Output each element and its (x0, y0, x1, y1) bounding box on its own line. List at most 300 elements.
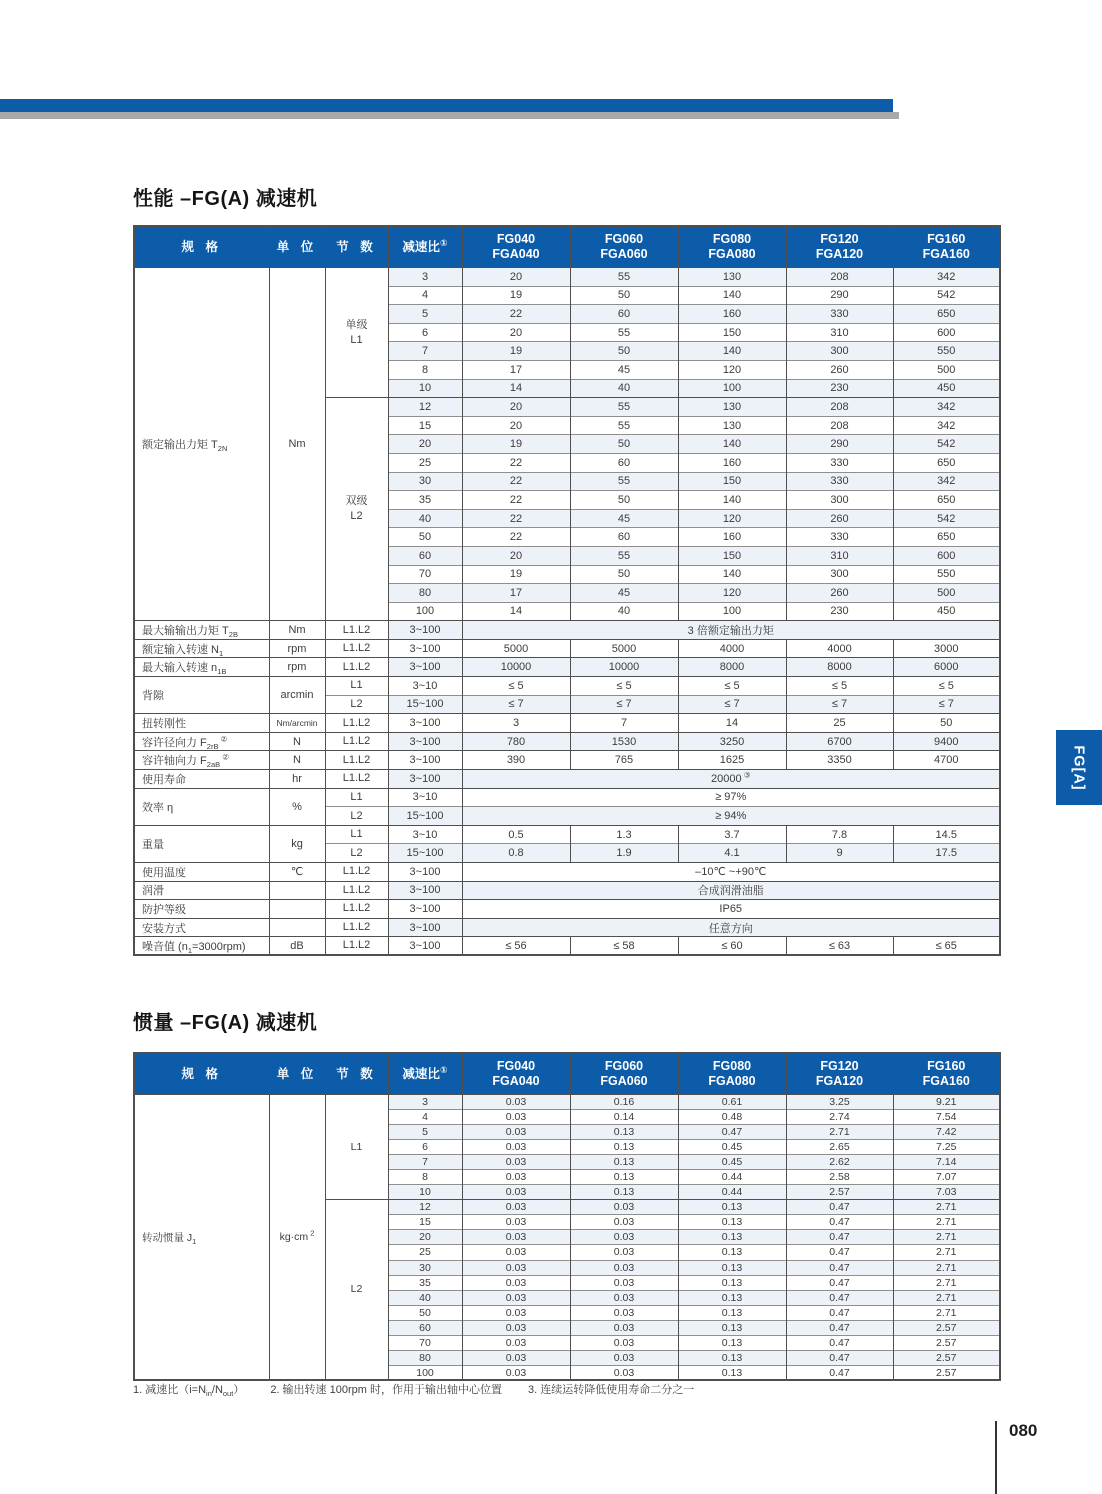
value-cell: 0.03 (462, 1260, 570, 1275)
stage-line: 单级 (345, 318, 368, 331)
value-cell: 7.54 (893, 1110, 1000, 1125)
performance-table-body (134, 268, 1000, 956)
ratio-cell: 60 (388, 546, 462, 565)
value-cell: 330 (786, 528, 893, 547)
ratio-cell: 80 (388, 584, 462, 603)
stage-cell: L1 (325, 825, 388, 844)
spec-row (134, 621, 1000, 640)
value-cell: 160 (678, 453, 786, 472)
value-cell: 45 (570, 509, 678, 528)
value-cell: 300 (786, 491, 893, 510)
spec-row (134, 732, 1000, 751)
unit-cell: arcmin (269, 677, 325, 714)
model-header-FG160 (893, 226, 1000, 268)
value-cell: 260 (786, 584, 893, 603)
spec-row (134, 918, 1000, 937)
stage-cell-l1 (325, 1095, 388, 1200)
spec-row (134, 788, 1000, 807)
value-cell: 542 (893, 509, 1000, 528)
value-cell: 0.03 (462, 1200, 570, 1215)
value-cell: 0.13 (678, 1320, 786, 1335)
stage-cell-l2 (325, 398, 388, 621)
footnotes (133, 1381, 720, 1397)
value-cell: 0.16 (570, 1095, 678, 1110)
value-cell: 14.5 (893, 825, 1000, 844)
value-cell: 1625 (678, 751, 786, 770)
value-cell: 500 (893, 360, 1000, 379)
value-cell: 3000 (893, 639, 1000, 658)
value-cell: 650 (893, 528, 1000, 547)
value-cell: 55 (570, 416, 678, 435)
value-cell: 7.8 (786, 825, 893, 844)
ratio-cell: 20 (388, 435, 462, 454)
value-cell: 0.13 (678, 1215, 786, 1230)
value-cell: 3 (462, 714, 570, 733)
value-cell: 160 (678, 305, 786, 324)
unit-cell: ℃ (269, 863, 325, 882)
model-name-line: FGA080 (708, 247, 756, 261)
span-value-cell: 任意方向 (462, 918, 1000, 937)
performance-section-title: 性能 –FG(A) 减速机 (133, 188, 318, 210)
value-cell: 0.61 (678, 1095, 786, 1110)
value-cell: ≤ 5 (570, 677, 678, 696)
value-cell: 50 (893, 714, 1000, 733)
value-cell: 50 (570, 565, 678, 584)
value-cell: 260 (786, 509, 893, 528)
value-cell: 7.14 (893, 1155, 1000, 1170)
value-cell: 0.03 (462, 1140, 570, 1155)
value-cell: 8000 (786, 658, 893, 677)
unit-cell (269, 918, 325, 937)
ratio-cell: 5 (388, 305, 462, 324)
value-cell: 4000 (786, 639, 893, 658)
value-cell: 55 (570, 398, 678, 417)
unit-cell (269, 900, 325, 919)
value-cell: 0.47 (786, 1275, 893, 1290)
value-cell: 25 (786, 714, 893, 733)
value-cell: 140 (678, 491, 786, 510)
ratio-cell: 100 (388, 1365, 462, 1380)
model-name-line: FGA060 (600, 1074, 648, 1088)
unit-cell: kg·cm $^2$ (269, 1095, 325, 1381)
spec-row (134, 658, 1000, 677)
value-cell: 650 (893, 305, 1000, 324)
value-cell: 45 (570, 360, 678, 379)
ratio-cell: 30 (388, 472, 462, 491)
ratio-range-cell: 3~100 (388, 937, 462, 956)
model-header-FG120 (786, 1053, 893, 1095)
value-cell: 7.25 (893, 1140, 1000, 1155)
value-cell: 310 (786, 323, 893, 342)
value-cell: 0.13 (678, 1305, 786, 1320)
value-cell: ≤ 7 (570, 695, 678, 714)
unit-cell: rpm (269, 658, 325, 677)
value-cell: 0.03 (570, 1335, 678, 1350)
value-cell: 0.03 (462, 1305, 570, 1320)
value-cell: 0.03 (570, 1350, 678, 1365)
value-cell: 2.71 (893, 1200, 1000, 1215)
value-cell: 19 (462, 565, 570, 584)
spec-label: 安装方式 (134, 918, 269, 937)
page-number-rule (995, 1421, 997, 1494)
spec-label: 容许轴向力 $F_{2aB}$ ② (134, 751, 269, 770)
spec-row (134, 937, 1000, 956)
stage-cell-l2 (325, 1200, 388, 1381)
row-label: 转动惯量 $J_1$ (134, 1095, 269, 1381)
model-name-line: FGA040 (492, 1074, 540, 1088)
value-cell: 140 (678, 342, 786, 361)
ratio-cell: 25 (388, 1245, 462, 1260)
value-cell: 0.03 (462, 1245, 570, 1260)
value-cell: 765 (570, 751, 678, 770)
span-value-cell: 合成润滑油脂 (462, 881, 1000, 900)
stage-line: L1 (350, 1140, 363, 1153)
span-value-cell: ≥ 94% (462, 807, 1000, 826)
value-cell: 2.71 (786, 1125, 893, 1140)
stage-line: L2 (350, 510, 363, 523)
value-cell: 9400 (893, 732, 1000, 751)
value-cell: 2.71 (893, 1215, 1000, 1230)
ratio-cell: 35 (388, 491, 462, 510)
ratio-cell: 8 (388, 360, 462, 379)
header-row (134, 1053, 1000, 1095)
value-cell: 4000 (678, 639, 786, 658)
row-label: 额定输出力矩 $T_{2N}$ (134, 268, 269, 621)
value-cell: 4700 (893, 751, 1000, 770)
spec-label: 扭转刚性 (134, 714, 269, 733)
value-cell: 0.03 (462, 1125, 570, 1140)
ratio-cell: 80 (388, 1350, 462, 1365)
value-cell: 60 (570, 453, 678, 472)
stage-cell: L1.L2 (325, 639, 388, 658)
value-cell: ≤ 7 (786, 695, 893, 714)
value-cell: 0.8 (462, 844, 570, 863)
stage-cell: L1.L2 (325, 900, 388, 919)
side-tab-label: FG[A] (1070, 744, 1087, 791)
ratio-cell: 5 (388, 1125, 462, 1140)
ratio-cell: 30 (388, 1260, 462, 1275)
stage-cell: L2 (325, 807, 388, 826)
stage-cell: L1 (325, 677, 388, 696)
value-cell: 0.47 (678, 1125, 786, 1140)
spec-label: 使用寿命 (134, 770, 269, 789)
value-cell: 0.45 (678, 1140, 786, 1155)
ratio-cell: 20 (388, 1230, 462, 1245)
value-cell: ≤ 5 (893, 677, 1000, 696)
ratio-cell: 4 (388, 286, 462, 305)
spec-row (134, 881, 1000, 900)
value-cell: 8000 (678, 658, 786, 677)
value-cell: 120 (678, 360, 786, 379)
value-cell: 17.5 (893, 844, 1000, 863)
value-cell: 55 (570, 268, 678, 287)
value-cell: 550 (893, 342, 1000, 361)
ratio-cell: 60 (388, 1320, 462, 1335)
model-name-line: FGA160 (922, 1074, 970, 1088)
ratio-cell: 15 (388, 1215, 462, 1230)
value-cell: 0.03 (570, 1305, 678, 1320)
value-cell: 0.13 (570, 1155, 678, 1170)
ratio-cell: 12 (388, 398, 462, 417)
stage-line: L1 (350, 333, 363, 346)
model-header-FG080 (678, 1053, 786, 1095)
value-cell: 0.47 (786, 1245, 893, 1260)
value-cell: 0.03 (462, 1215, 570, 1230)
spec-row (134, 751, 1000, 770)
value-cell: 2.57 (893, 1350, 1000, 1365)
value-cell: 5000 (462, 639, 570, 658)
value-cell: 342 (893, 416, 1000, 435)
ratio-range-cell: 3~100 (388, 770, 462, 789)
unit-cell: Nm (269, 621, 325, 640)
value-cell: 0.03 (462, 1365, 570, 1380)
spec-row (134, 900, 1000, 919)
value-cell: 0.5 (462, 825, 570, 844)
value-cell: 0.44 (678, 1185, 786, 1200)
value-cell: 0.03 (462, 1185, 570, 1200)
value-cell: 600 (893, 546, 1000, 565)
ratio-range-cell: 3~100 (388, 881, 462, 900)
inertia-table-header (134, 1053, 1000, 1095)
value-cell: 0.13 (570, 1125, 678, 1140)
inertia-table-body (134, 1095, 1000, 1381)
stage-line: 双级 (345, 495, 368, 508)
unit-cell (269, 881, 325, 900)
model-name-line: FG160 (927, 1059, 966, 1073)
value-cell: 20 (462, 398, 570, 417)
ratio-cell: 4 (388, 1110, 462, 1125)
column-header-spec: 规 格 (134, 1053, 269, 1095)
model-name-line: FG120 (820, 1059, 859, 1073)
value-cell: 150 (678, 323, 786, 342)
value-cell: 22 (462, 453, 570, 472)
ratio-range-cell: 3~100 (388, 621, 462, 640)
column-header-stages: 节 数 (325, 226, 388, 268)
ratio-cell: 50 (388, 1305, 462, 1320)
value-cell: 0.03 (570, 1320, 678, 1335)
ratio-range-cell: 15~100 (388, 695, 462, 714)
value-cell: 3350 (786, 751, 893, 770)
value-cell: 0.03 (462, 1320, 570, 1335)
column-header-unit: 单 位 (269, 1053, 325, 1095)
value-cell: 0.47 (786, 1365, 893, 1380)
value-cell: 330 (786, 453, 893, 472)
value-cell: 0.13 (678, 1275, 786, 1290)
value-cell: 140 (678, 286, 786, 305)
value-cell: 2.57 (893, 1320, 1000, 1335)
value-cell: ≤ 56 (462, 937, 570, 956)
value-cell: ≤ 5 (786, 677, 893, 696)
value-cell: 40 (570, 602, 678, 621)
value-cell: 0.03 (462, 1155, 570, 1170)
performance-table-header (134, 226, 1000, 268)
inertia-section-title: 惯量 –FG(A) 减速机 (133, 1012, 318, 1034)
side-tab-fga (1056, 730, 1102, 805)
value-cell: 0.13 (678, 1200, 786, 1215)
spec-label: 最大输入转速 $n_{1B}$ (134, 658, 269, 677)
footnote-3: 3. 连续运转降低使用寿命二分之一 (527, 1384, 695, 1396)
value-cell: 2.65 (786, 1140, 893, 1155)
value-cell: 2.74 (786, 1110, 893, 1125)
stage-cell: L1.L2 (325, 714, 388, 733)
value-cell: 260 (786, 360, 893, 379)
spec-label: 最大输输出力矩 $T_{2B}$ (134, 621, 269, 640)
spec-label: 噪音值 $(n_1=3000rpm)$ (134, 937, 269, 956)
ratio-cell: 12 (388, 1200, 462, 1215)
value-cell: 10000 (462, 658, 570, 677)
value-cell: 342 (893, 472, 1000, 491)
value-cell: 14 (462, 379, 570, 398)
value-cell: ≤ 65 (893, 937, 1000, 956)
ratio-cell: 6 (388, 323, 462, 342)
span-value-cell: –10℃ ~+90℃ (462, 863, 1000, 882)
ratio-cell: 35 (388, 1275, 462, 1290)
ratio-cell: 3 (388, 268, 462, 287)
footnote-1: 1. 减速比$(i=N_{in}/N_{out})$ (133, 1384, 245, 1399)
span-value-cell: 3 倍额定输出力矩 (462, 621, 1000, 640)
header-row (134, 226, 1000, 268)
ratio-cell: 70 (388, 565, 462, 584)
value-cell: 22 (462, 472, 570, 491)
ratio-cell: 70 (388, 1335, 462, 1350)
model-name-line: FG120 (820, 232, 859, 246)
value-cell: 390 (462, 751, 570, 770)
value-cell: 0.13 (678, 1350, 786, 1365)
value-cell: 0.14 (570, 1110, 678, 1125)
value-cell: 650 (893, 491, 1000, 510)
value-cell: 0.03 (570, 1200, 678, 1215)
model-name-line: FG080 (712, 232, 752, 246)
value-cell: 342 (893, 268, 1000, 287)
value-cell: 0.13 (678, 1365, 786, 1380)
value-cell: 0.13 (678, 1245, 786, 1260)
performance-table (133, 225, 1001, 956)
ratio-row (134, 268, 1000, 287)
stage-cell: L2 (325, 844, 388, 863)
top-accent-bar-blue (0, 99, 893, 112)
value-cell: 0.47 (786, 1230, 893, 1245)
span-value-cell: IP65 (462, 900, 1000, 919)
value-cell: 2.71 (893, 1230, 1000, 1245)
value-cell: 0.44 (678, 1170, 786, 1185)
value-cell: 100 (678, 602, 786, 621)
value-cell: 22 (462, 305, 570, 324)
spec-label: 容许径向力 $F_{2rB}$ ② (134, 732, 269, 751)
value-cell: 120 (678, 509, 786, 528)
value-cell: 6000 (893, 658, 1000, 677)
value-cell: ≤ 7 (893, 695, 1000, 714)
spec-label: 效率 η (134, 788, 269, 825)
value-cell: 1.3 (570, 825, 678, 844)
spec-row (134, 714, 1000, 733)
value-cell: 2.71 (893, 1245, 1000, 1260)
column-header-spec: 规 格 (134, 226, 269, 268)
unit-cell: % (269, 788, 325, 825)
value-cell: 22 (462, 509, 570, 528)
value-cell: 2.57 (893, 1365, 1000, 1380)
value-cell: 0.13 (678, 1260, 786, 1275)
unit-cell: Nm (269, 268, 325, 621)
value-cell: 5000 (570, 639, 678, 658)
value-cell: 20 (462, 546, 570, 565)
stage-cell: L2 (325, 695, 388, 714)
spec-label: 背隙 (134, 677, 269, 714)
model-header-FG040 (462, 226, 570, 268)
value-cell: 3.7 (678, 825, 786, 844)
model-name-line: FG060 (604, 1059, 644, 1073)
value-cell: 450 (893, 379, 1000, 398)
unit-cell: rpm (269, 639, 325, 658)
value-cell: 0.47 (786, 1305, 893, 1320)
value-cell: 2.57 (786, 1185, 893, 1200)
value-cell: 0.47 (786, 1350, 893, 1365)
value-cell: ≤ 5 (462, 677, 570, 696)
spec-label: 防护等级 (134, 900, 269, 919)
value-cell: 50 (570, 286, 678, 305)
value-cell: 290 (786, 435, 893, 454)
spec-label: 额定输入转速 $N_1$ (134, 639, 269, 658)
value-cell: 0.03 (462, 1350, 570, 1365)
unit-cell: N (269, 732, 325, 751)
value-cell: 208 (786, 398, 893, 417)
ratio-row (134, 1095, 1000, 1110)
value-cell: 9 (786, 844, 893, 863)
model-name-line: FGA080 (708, 1074, 756, 1088)
footnote-2: 2. 输出转速 100rpm 时，作用于输出轴中心位置 (270, 1384, 502, 1396)
value-cell: 342 (893, 398, 1000, 417)
value-cell: 0.48 (678, 1110, 786, 1125)
ratio-cell: 3 (388, 1095, 462, 1110)
column-header-unit: 单 位 (269, 226, 325, 268)
unit-cell: dB (269, 937, 325, 956)
value-cell: 9.21 (893, 1095, 1000, 1110)
stage-cell: L1.L2 (325, 621, 388, 640)
value-cell: 55 (570, 546, 678, 565)
ratio-range-cell: 3~100 (388, 918, 462, 937)
value-cell: 0.03 (462, 1095, 570, 1110)
value-cell: 330 (786, 305, 893, 324)
value-cell: 22 (462, 491, 570, 510)
ratio-cell: 10 (388, 379, 462, 398)
value-cell: 50 (570, 342, 678, 361)
stage-cell: L1.L2 (325, 937, 388, 956)
span-value-cell: ≥ 97% (462, 788, 1000, 807)
value-cell: 20 (462, 416, 570, 435)
model-name-line: FG080 (712, 1059, 752, 1073)
stage-cell: L1.L2 (325, 881, 388, 900)
unit-cell: hr (269, 770, 325, 789)
spec-label: 使用温度 (134, 863, 269, 882)
value-cell: 0.47 (786, 1320, 893, 1335)
model-name-line: FG060 (604, 232, 644, 246)
value-cell: 230 (786, 602, 893, 621)
value-cell: 3.25 (786, 1095, 893, 1110)
model-header-FG160 (893, 1053, 1000, 1095)
value-cell: 0.13 (678, 1230, 786, 1245)
value-cell: 17 (462, 360, 570, 379)
value-cell: 19 (462, 435, 570, 454)
value-cell: 150 (678, 546, 786, 565)
value-cell: 7.03 (893, 1185, 1000, 1200)
value-cell: 2.58 (786, 1170, 893, 1185)
value-cell: 0.13 (570, 1170, 678, 1185)
ratio-cell: 8 (388, 1170, 462, 1185)
value-cell: 0.47 (786, 1335, 893, 1350)
ratio-cell: 100 (388, 602, 462, 621)
value-cell: 50 (570, 491, 678, 510)
value-cell: 2.71 (893, 1275, 1000, 1290)
value-cell: 0.03 (462, 1170, 570, 1185)
